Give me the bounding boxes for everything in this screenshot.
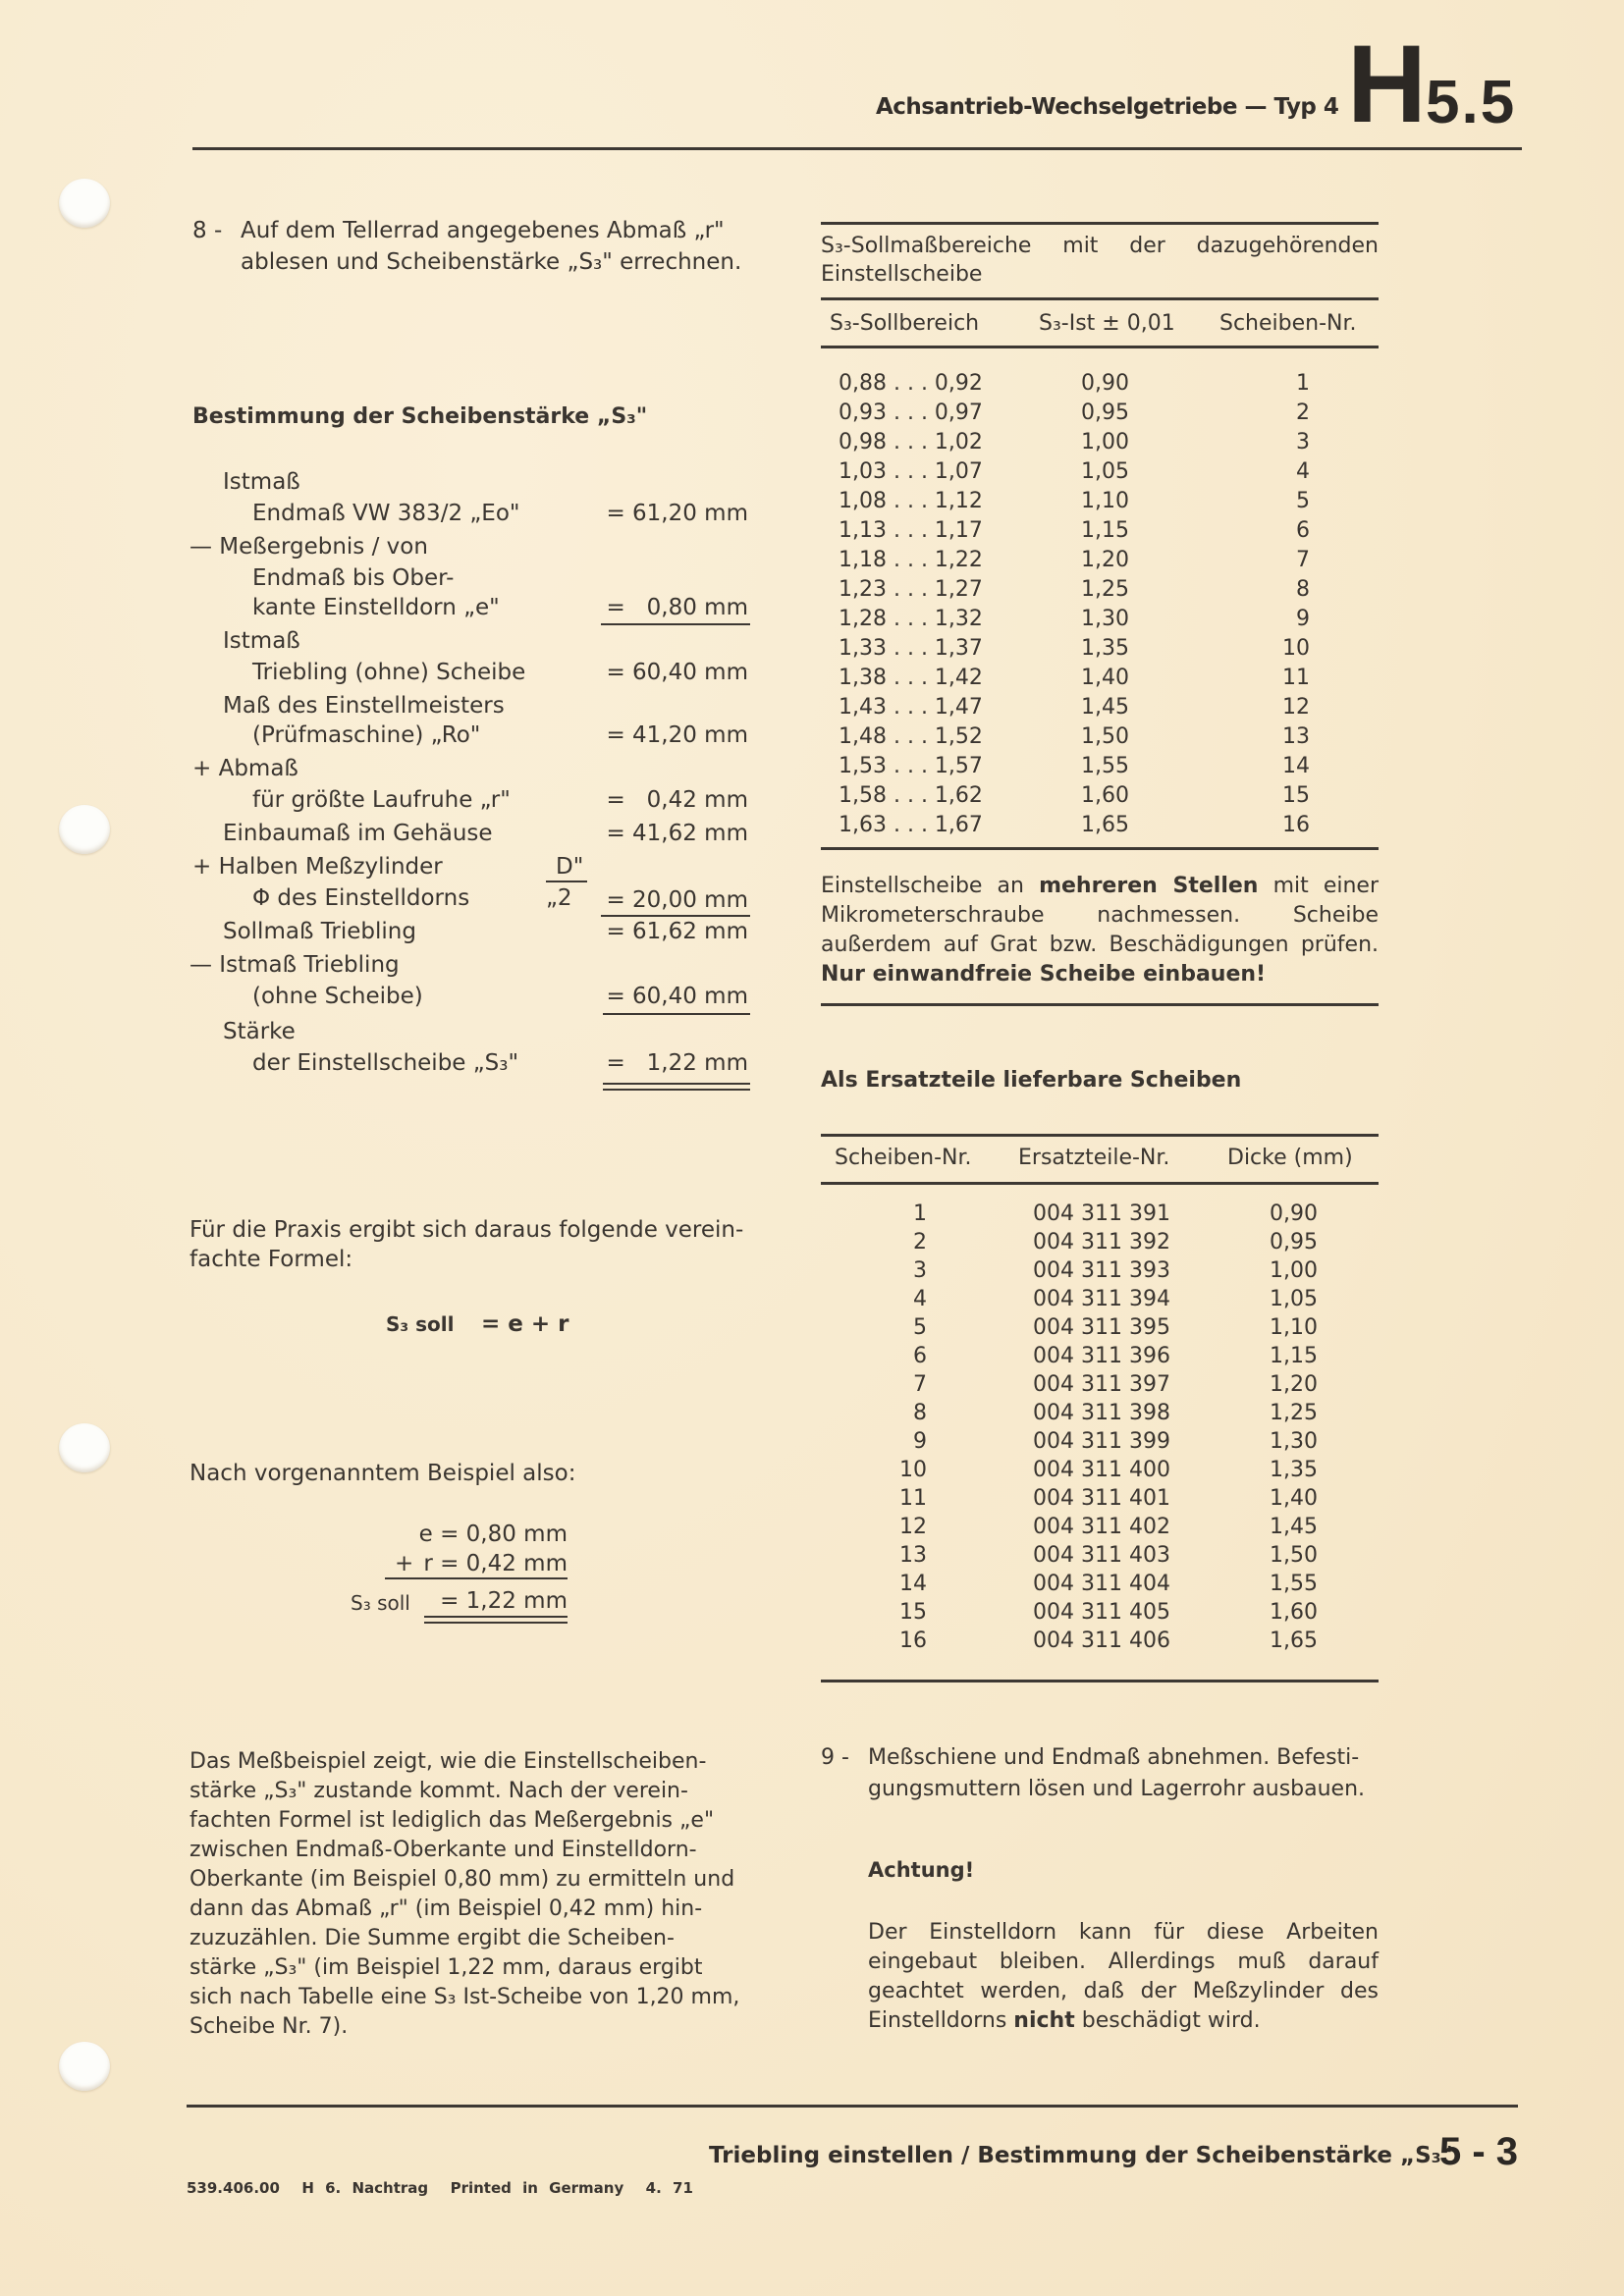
header-title: Achsantrieb-Wechselgetriebe — Typ 4	[876, 94, 1339, 120]
cell-disc: 2	[1296, 400, 1310, 425]
double-rule	[603, 1089, 750, 1091]
double-rule	[424, 1616, 568, 1618]
cell-disc: 3	[913, 1258, 927, 1283]
table1-caption-line2: Einstellscheibe	[821, 262, 983, 287]
cell-thickness: 1,55	[1270, 1572, 1318, 1596]
calc-heading: Bestimmung der Scheibenstärke „S₃"	[192, 404, 648, 429]
warning-text	[868, 1918, 1379, 2036]
cell-disc: 5	[1296, 489, 1310, 513]
fraction-top: D"	[556, 854, 584, 880]
calc-value: = 41,20 mm	[606, 722, 748, 748]
cell-actual: 1,55	[1081, 754, 1129, 778]
cell-disc: 8	[1296, 577, 1310, 602]
cell-thickness: 0,90	[1270, 1201, 1318, 1226]
cell-disc: 16	[899, 1629, 927, 1653]
cell-disc: 12	[899, 1515, 927, 1539]
cell-range: 1,23 . . . 1,27	[839, 577, 983, 602]
calc-label: (ohne Scheibe)	[252, 984, 423, 1009]
cell-range: 0,93 . . . 0,97	[839, 400, 983, 425]
cell-thickness: 1,60	[1270, 1600, 1318, 1625]
calc-label: Endmaß bis Ober-	[252, 565, 455, 591]
cell-partno: 004 311 395	[1033, 1315, 1170, 1340]
note-emphasis: Nur einwandfreie Scheibe einbauen!	[821, 962, 1267, 987]
cell-range: 1,53 . . . 1,57	[839, 754, 983, 778]
cell-partno: 004 311 392	[1033, 1230, 1170, 1255]
calc-value: = 0,80 mm	[606, 595, 748, 620]
cell-range: 1,58 . . . 1,62	[839, 783, 983, 808]
example-result-label: S₃ soll	[351, 1591, 410, 1615]
calc-value: = 61,20 mm	[606, 501, 748, 526]
calc-value: = 61,62 mm	[606, 919, 748, 944]
cell-disc: 14	[1282, 754, 1310, 778]
binder-hole	[59, 2042, 110, 2091]
cell-partno: 004 311 402	[1033, 1515, 1170, 1539]
cell-thickness: 1,45	[1270, 1515, 1318, 1539]
calc-label: + Abmaß	[192, 756, 298, 781]
header-rule	[192, 147, 1522, 150]
example-result: = 1,22 mm	[440, 1588, 568, 1614]
cell-disc: 9	[913, 1429, 927, 1454]
warning-text-part: beschädigt wird.	[1074, 2008, 1261, 2033]
cell-range: 1,18 . . . 1,22	[839, 548, 983, 572]
footer-title: Triebling einstellen / Bestimmung der Scheibenstärke „S₃"	[709, 2143, 1453, 2168]
explanation-line: Scheibe Nr. 7).	[189, 2014, 349, 2039]
cell-actual: 1,00	[1081, 430, 1129, 454]
calc-label: Istmaß	[223, 628, 300, 654]
table1-top-rule	[821, 222, 1379, 225]
table1-header-disc: Scheiben-Nr.	[1219, 311, 1357, 336]
cell-partno: 004 311 397	[1033, 1372, 1170, 1397]
page-number: 5 - 3	[1439, 2130, 1519, 2173]
sum-rule	[385, 1577, 568, 1579]
cell-thickness: 1,35	[1270, 1458, 1318, 1482]
step9-number: 9 -	[821, 1745, 849, 1770]
calc-value: = 60,40 mm	[606, 660, 748, 685]
explanation-line: sich nach Tabelle eine S₃ Ist-Scheibe von 1,20 mm,	[189, 1985, 740, 2009]
formula-rhs: = e + r	[481, 1311, 569, 1337]
cell-disc: 15	[899, 1600, 927, 1625]
table2-top-rule	[821, 1134, 1379, 1137]
table2-header-partno: Ersatzteile-Nr.	[1018, 1146, 1170, 1170]
explanation-line: Oberkante (im Beispiel 0,80 mm) zu ermitteln und	[189, 1867, 735, 1892]
warning-heading: Achtung!	[868, 1858, 975, 1882]
cell-thickness: 1,30	[1270, 1429, 1318, 1454]
sum-rule	[603, 1013, 750, 1015]
cell-range: 0,88 . . . 0,92	[839, 371, 983, 396]
calc-value: = 41,62 mm	[606, 821, 748, 846]
cell-disc: 15	[1282, 783, 1310, 808]
measurement-note	[821, 872, 1379, 989]
calc-value: = 20,00 mm	[606, 887, 748, 913]
explanation-line: fachten Formel ist lediglich das Meßergebnis „e"	[189, 1808, 715, 1833]
calc-label: Maß des Einstellmeisters	[223, 693, 505, 719]
cell-partno: 004 311 393	[1033, 1258, 1170, 1283]
table2-heading: Als Ersatzteile lieferbare Scheiben	[821, 1068, 1242, 1093]
table1-header-rule	[821, 297, 1379, 300]
double-rule	[603, 1083, 750, 1085]
table2-header-disc: Scheiben-Nr.	[835, 1146, 972, 1170]
table1-header-bottom-rule	[821, 346, 1379, 348]
table1-bottom-rule	[821, 847, 1379, 850]
cell-partno: 004 311 406	[1033, 1629, 1170, 1653]
binder-hole	[59, 1423, 110, 1472]
calc-label: — Istmaß Triebling	[189, 952, 400, 978]
cell-partno: 004 311 394	[1033, 1287, 1170, 1311]
calc-label: — Meßergebnis / von	[189, 534, 428, 560]
calc-value: = 60,40 mm	[606, 984, 748, 1009]
cell-thickness: 1,50	[1270, 1543, 1318, 1568]
cell-disc: 1	[913, 1201, 927, 1226]
section-number: 5.5	[1426, 69, 1517, 136]
cell-actual: 0,90	[1081, 371, 1129, 396]
cell-partno: 004 311 391	[1033, 1201, 1170, 1226]
sum-rule	[601, 623, 750, 625]
cell-disc: 4	[1296, 459, 1310, 484]
explanation-line: stärke „S₃" (im Beispiel 1,22 mm, daraus ergibt	[189, 1955, 703, 1980]
cell-actual: 1,50	[1081, 724, 1129, 749]
cell-disc: 10	[1282, 636, 1310, 661]
table2-bottom-rule	[821, 1680, 1379, 1682]
calc-label: Istmaß	[223, 469, 300, 495]
cell-actual: 1,10	[1081, 489, 1129, 513]
cell-thickness: 1,40	[1270, 1486, 1318, 1511]
cell-disc: 14	[899, 1572, 927, 1596]
cell-range: 1,63 . . . 1,67	[839, 813, 983, 837]
cell-range: 1,38 . . . 1,42	[839, 666, 983, 690]
table1-header-actual: S₃-Ist ± 0,01	[1039, 311, 1175, 336]
cell-actual: 1,20	[1081, 548, 1129, 572]
cell-range: 1,48 . . . 1,52	[839, 724, 983, 749]
cell-thickness: 1,25	[1270, 1401, 1318, 1425]
cell-range: 1,13 . . . 1,17	[839, 518, 983, 543]
step8-line1: Auf dem Tellerrad angegebenes Abmaß „r"	[241, 218, 725, 243]
warning-text-part: Der Einstelldorn kann für diese Arbeiten eingebaut bleiben. Allerdings muß darauf geachtet werden, daß der Meßzylinder des Einstelldorns	[868, 1920, 1379, 2033]
explanation-line: stärke „S₃" zustande kommt. Nach der verein-	[189, 1779, 688, 1803]
example-r: r = 0,42 mm	[423, 1551, 568, 1576]
calc-label: + Halben Meßzylinder	[192, 854, 443, 880]
cell-range: 1,43 . . . 1,47	[839, 695, 983, 720]
cell-disc: 5	[913, 1315, 927, 1340]
cell-partno: 004 311 399	[1033, 1429, 1170, 1454]
explanation-line: zuzuzählen. Die Summe ergibt die Scheiben-	[189, 1926, 675, 1950]
cell-disc: 12	[1282, 695, 1310, 720]
explanation-paragraph	[189, 1747, 749, 2042]
cell-disc: 10	[899, 1458, 927, 1482]
cell-thickness: 1,10	[1270, 1315, 1318, 1340]
explanation-line: zwischen Endmaß-Oberkante und Einstelldorn-	[189, 1838, 697, 1862]
cell-disc: 3	[1296, 430, 1310, 454]
cell-disc: 8	[913, 1401, 927, 1425]
cell-actual: 1,35	[1081, 636, 1129, 661]
cell-partno: 004 311 396	[1033, 1344, 1170, 1368]
calc-label: Sollmaß Triebling	[223, 919, 416, 944]
step8-number: 8 -	[192, 218, 223, 243]
step9-line2: gungsmuttern lösen und Lagerrohr ausbauen.	[868, 1777, 1366, 1801]
cell-disc: 13	[1282, 724, 1310, 749]
cell-range: 1,08 . . . 1,12	[839, 489, 983, 513]
formula-lhs: S₃ soll	[386, 1312, 455, 1336]
note-text: Einstellscheibe an	[821, 874, 1040, 898]
table2-header-bottom-rule	[821, 1182, 1379, 1185]
cell-thickness: 1,00	[1270, 1258, 1318, 1283]
footer-rule	[187, 2105, 1518, 2108]
cell-thickness: 1,65	[1270, 1629, 1318, 1653]
calc-label: Stärke	[223, 1019, 296, 1044]
cell-disc: 13	[899, 1543, 927, 1568]
cell-actual: 1,25	[1081, 577, 1129, 602]
calc-label: (Prüfmaschine) „Ro"	[252, 722, 481, 748]
cell-actual: 0,95	[1081, 400, 1129, 425]
example-e: e = 0,80 mm	[418, 1522, 568, 1547]
cell-partno: 004 311 400	[1033, 1458, 1170, 1482]
double-rule	[424, 1622, 568, 1624]
binder-hole	[59, 805, 110, 854]
cell-disc: 2	[913, 1230, 927, 1255]
example-plus: +	[395, 1551, 414, 1576]
cell-disc: 7	[913, 1372, 927, 1397]
cell-disc: 11	[899, 1486, 927, 1511]
step9-line1: Meßschiene und Endmaß abnehmen. Befesti-	[868, 1745, 1360, 1770]
cell-actual: 1,65	[1081, 813, 1129, 837]
calc-label: Einbaumaß im Gehäuse	[223, 821, 493, 846]
cell-actual: 1,45	[1081, 695, 1129, 720]
warning-emphasis: nicht	[1013, 2008, 1075, 2033]
fraction-bar	[546, 881, 587, 882]
cell-actual: 1,05	[1081, 459, 1129, 484]
cell-actual: 1,40	[1081, 666, 1129, 690]
note-text: mit einer Mikrometerschraube nachmessen. Scheibe außerdem auf Grat bzw. Beschädigungen prüfen.	[821, 874, 1379, 957]
cell-disc: 6	[913, 1344, 927, 1368]
explanation-line: dann das Abmaß „r" (im Beispiel 0,42 mm) hin-	[189, 1896, 703, 1921]
cell-disc: 7	[1296, 548, 1310, 572]
calc-value: = 1,22 mm	[606, 1050, 748, 1076]
cell-disc: 1	[1296, 371, 1310, 396]
section-letter: H	[1347, 23, 1427, 145]
calc-label: der Einstellscheibe „S₃"	[252, 1050, 519, 1076]
formula-intro-line2: fachte Formel:	[189, 1247, 353, 1272]
example-intro: Nach vorgenanntem Beispiel also:	[189, 1461, 576, 1486]
note-bottom-rule	[821, 1003, 1379, 1006]
fraction-bottom: „2	[546, 885, 572, 911]
cell-disc: 6	[1296, 518, 1310, 543]
note-emphasis: mehreren Stellen	[1039, 874, 1259, 898]
cell-disc: 11	[1282, 666, 1310, 690]
table1-caption-line1: S₃-Sollmaßbereiche mit der dazugehörenden	[821, 234, 1379, 258]
formula-intro-line1: Für die Praxis ergibt sich daraus folgende verein-	[189, 1217, 744, 1243]
cell-range: 1,33 . . . 1,37	[839, 636, 983, 661]
table2-header-thickness: Dicke (mm)	[1227, 1146, 1353, 1170]
cell-disc: 16	[1282, 813, 1310, 837]
footer-imprint: 539.406.00 H 6. Nachtrag Printed in Germany 4. 71	[187, 2179, 693, 2197]
cell-partno: 004 311 403	[1033, 1543, 1170, 1568]
step8-line2: ablesen und Scheibenstärke „S₃" errechnen.	[241, 249, 742, 275]
cell-range: 1,28 . . . 1,32	[839, 607, 983, 631]
calc-label: Φ des Einstelldorns	[252, 885, 470, 911]
cell-partno: 004 311 405	[1033, 1600, 1170, 1625]
cell-range: 0,98 . . . 1,02	[839, 430, 983, 454]
cell-actual: 1,30	[1081, 607, 1129, 631]
cell-thickness: 1,05	[1270, 1287, 1318, 1311]
cell-actual: 1,60	[1081, 783, 1129, 808]
cell-range: 1,03 . . . 1,07	[839, 459, 983, 484]
calc-label: Triebling (ohne) Scheibe	[252, 660, 526, 685]
cell-thickness: 0,95	[1270, 1230, 1318, 1255]
cell-actual: 1,15	[1081, 518, 1129, 543]
table1-header-range: S₃-Sollbereich	[830, 311, 980, 336]
cell-partno: 004 311 398	[1033, 1401, 1170, 1425]
cell-partno: 004 311 401	[1033, 1486, 1170, 1511]
calc-label: kante Einstelldorn „e"	[252, 595, 500, 620]
cell-thickness: 1,20	[1270, 1372, 1318, 1397]
calc-value: = 0,42 mm	[606, 787, 748, 813]
calc-label: Endmaß VW 383/2 „Eo"	[252, 501, 520, 526]
explanation-line: Das Meßbeispiel zeigt, wie die Einstellscheiben-	[189, 1749, 707, 1774]
calc-label: für größte Laufruhe „r"	[252, 787, 511, 813]
binder-hole	[59, 179, 110, 228]
cell-disc: 9	[1296, 607, 1310, 631]
cell-thickness: 1,15	[1270, 1344, 1318, 1368]
cell-disc: 4	[913, 1287, 927, 1311]
cell-partno: 004 311 404	[1033, 1572, 1170, 1596]
